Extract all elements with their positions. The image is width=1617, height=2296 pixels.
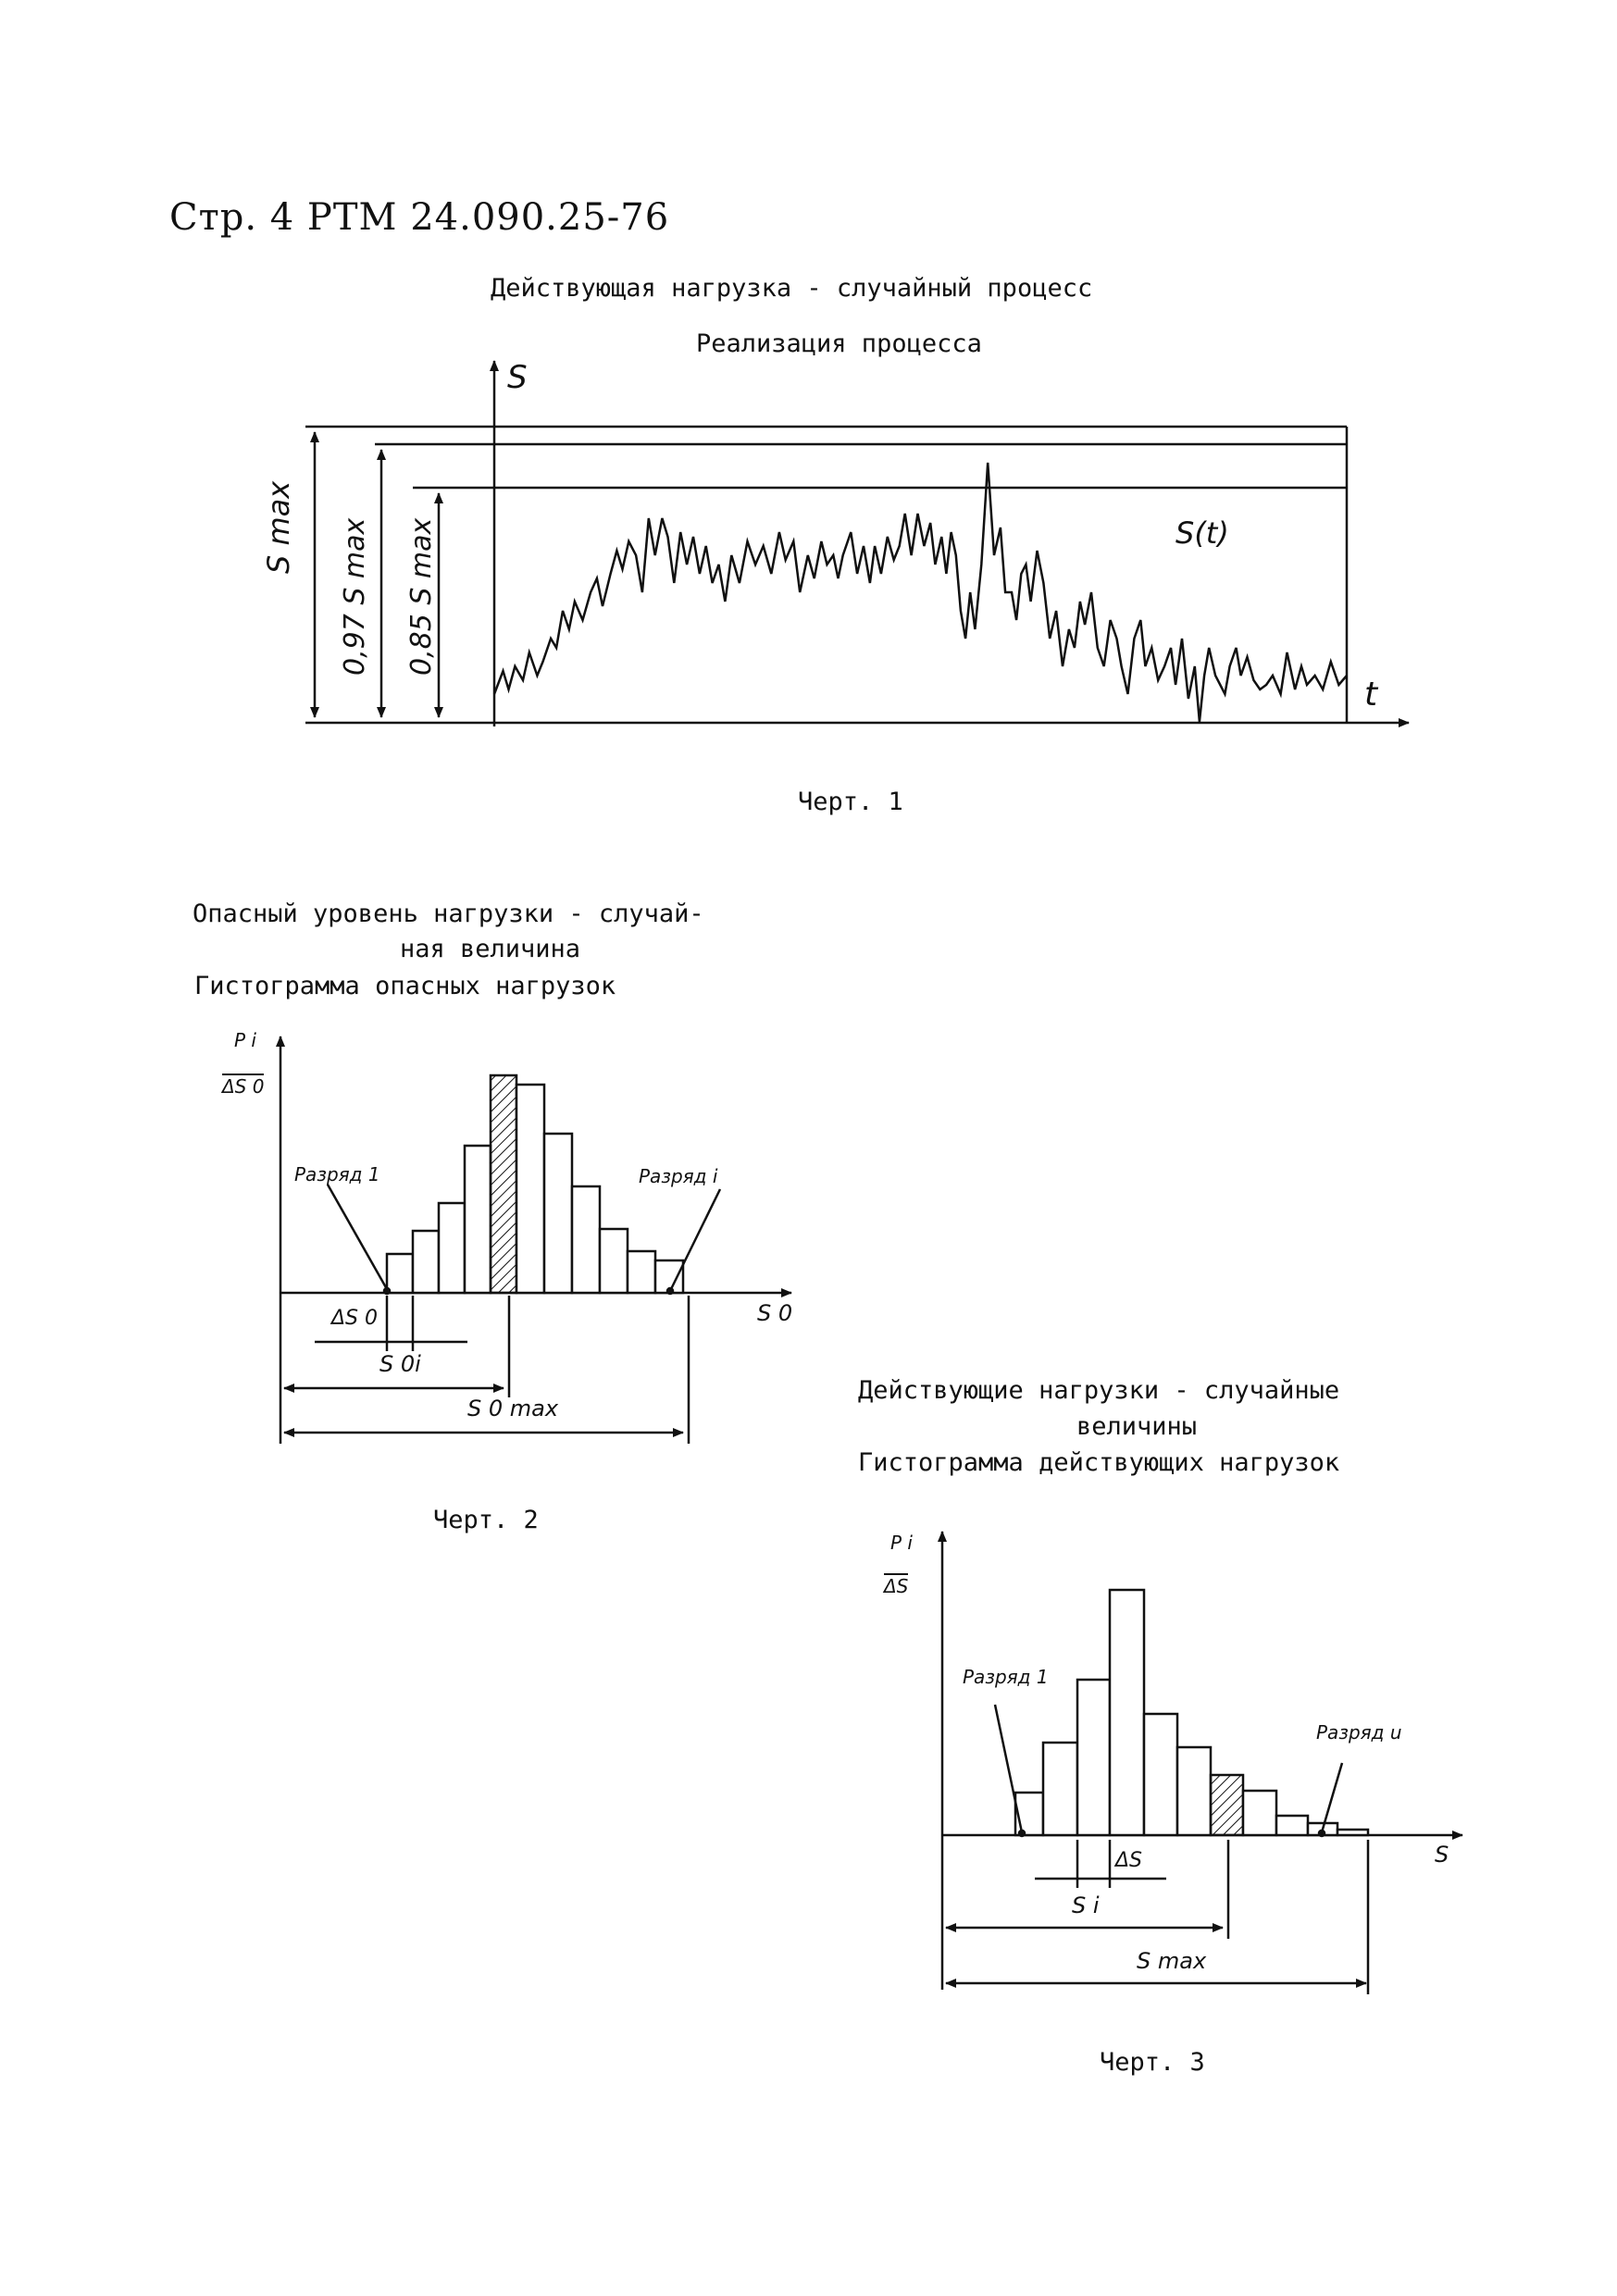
figure3-bar-7	[1211, 1775, 1243, 1835]
figure3-bin-last: Разряд u	[1316, 1721, 1402, 1744]
figure1-curve-label: S(t)	[1175, 515, 1229, 551]
figure3-smax-label: S max	[1137, 1948, 1207, 1974]
figure2-bar-1	[387, 1254, 413, 1293]
figure2-bar-7	[544, 1134, 572, 1293]
figure1-smax-label: S max	[261, 480, 296, 574]
figure2-bar-4	[465, 1146, 491, 1293]
figure3-title-line2: величины	[1076, 1412, 1198, 1441]
figure2-bar-5	[491, 1075, 516, 1293]
figure2-title-line2: ная величина	[400, 935, 581, 963]
figure1-x-axis-label: t	[1364, 676, 1378, 714]
figure2-dot-first	[384, 1288, 390, 1294]
figure3-bar-3	[1077, 1680, 1110, 1835]
figure2-title-line3: Гистограмма опасных нагрузок	[194, 972, 616, 1000]
figure1-085-label: 0,85 S max	[405, 517, 438, 676]
figure2-bin-first: Разряд 1	[294, 1163, 380, 1185]
figure2-s0max-label: S 0 max	[467, 1396, 559, 1421]
figure3-diagram	[942, 1532, 1462, 1994]
figure3-si-label: S i	[1072, 1893, 1100, 1918]
figure3-delta-label: ΔS	[1115, 1849, 1143, 1872]
figure2-dot-last	[667, 1288, 673, 1294]
figure3-y-num: P i	[890, 1532, 913, 1554]
figure3-x-axis-label: S	[1435, 1842, 1449, 1868]
figure3-caption: Черт. 3	[1100, 2048, 1205, 2077]
page-header: Стр. 4 РТМ 24.090.25-76	[169, 196, 670, 239]
figure1-process-curve	[494, 463, 1347, 722]
figure3-bar-2	[1043, 1743, 1077, 1835]
figure3-dot-last	[1319, 1831, 1325, 1836]
figure3-bar-11	[1337, 1830, 1368, 1835]
figure3-bar-5	[1144, 1714, 1177, 1835]
figure2-bar-3	[439, 1203, 465, 1293]
figure2-bar-9	[600, 1229, 628, 1293]
figure2-pointer-first	[328, 1185, 387, 1289]
figure3-bar-6	[1177, 1747, 1211, 1835]
figure3-bin-first: Разряд 1	[963, 1666, 1049, 1688]
figure3-title-line3: Гистограмма действующих нагрузок	[858, 1448, 1340, 1477]
figure2-bar-2	[413, 1231, 439, 1293]
figure2-pointer-last	[671, 1189, 720, 1289]
figure2-bar-6	[516, 1085, 544, 1293]
figure2-s0i-label: S 0i	[379, 1351, 421, 1377]
figure2-diagram	[280, 1036, 791, 1444]
figure2-caption: Черт. 2	[433, 1506, 539, 1534]
figure3-title-line1: Действующие нагрузки - случайные	[858, 1376, 1340, 1405]
figure1-title-line2: Реализация процесса	[696, 329, 982, 358]
figure3-bar-9	[1276, 1816, 1308, 1835]
figure2-bin-last: Разряд i	[639, 1165, 718, 1187]
figure3-y-den: ΔS	[884, 1575, 909, 1597]
figure3-bar-8	[1243, 1791, 1276, 1835]
figure2-bar-8	[572, 1186, 600, 1293]
figure2-y-den: ΔS 0	[222, 1075, 265, 1098]
figure1-title-line1: Действующая нагрузка - случайный процесс	[491, 274, 1093, 303]
figure2-bar-10	[628, 1251, 655, 1293]
figure1-097-label: 0,97 S max	[339, 517, 371, 676]
figure2-y-num: P i	[234, 1029, 256, 1051]
figure2-title-line1: Опасный уровень нагрузки - случай-	[193, 900, 704, 928]
figure3-pointer-first	[995, 1705, 1022, 1832]
figure1-y-axis-label: S	[507, 359, 528, 396]
figure1-caption: Черт. 1	[798, 788, 903, 816]
figure1-diagram	[305, 361, 1409, 726]
figure2-x-axis-label: S 0	[757, 1300, 793, 1326]
figure3-bar-4	[1110, 1590, 1144, 1835]
figure2-delta-label: ΔS 0	[331, 1307, 379, 1330]
figure3-bar-1	[1015, 1793, 1043, 1835]
figure3-dot-first	[1019, 1831, 1025, 1836]
